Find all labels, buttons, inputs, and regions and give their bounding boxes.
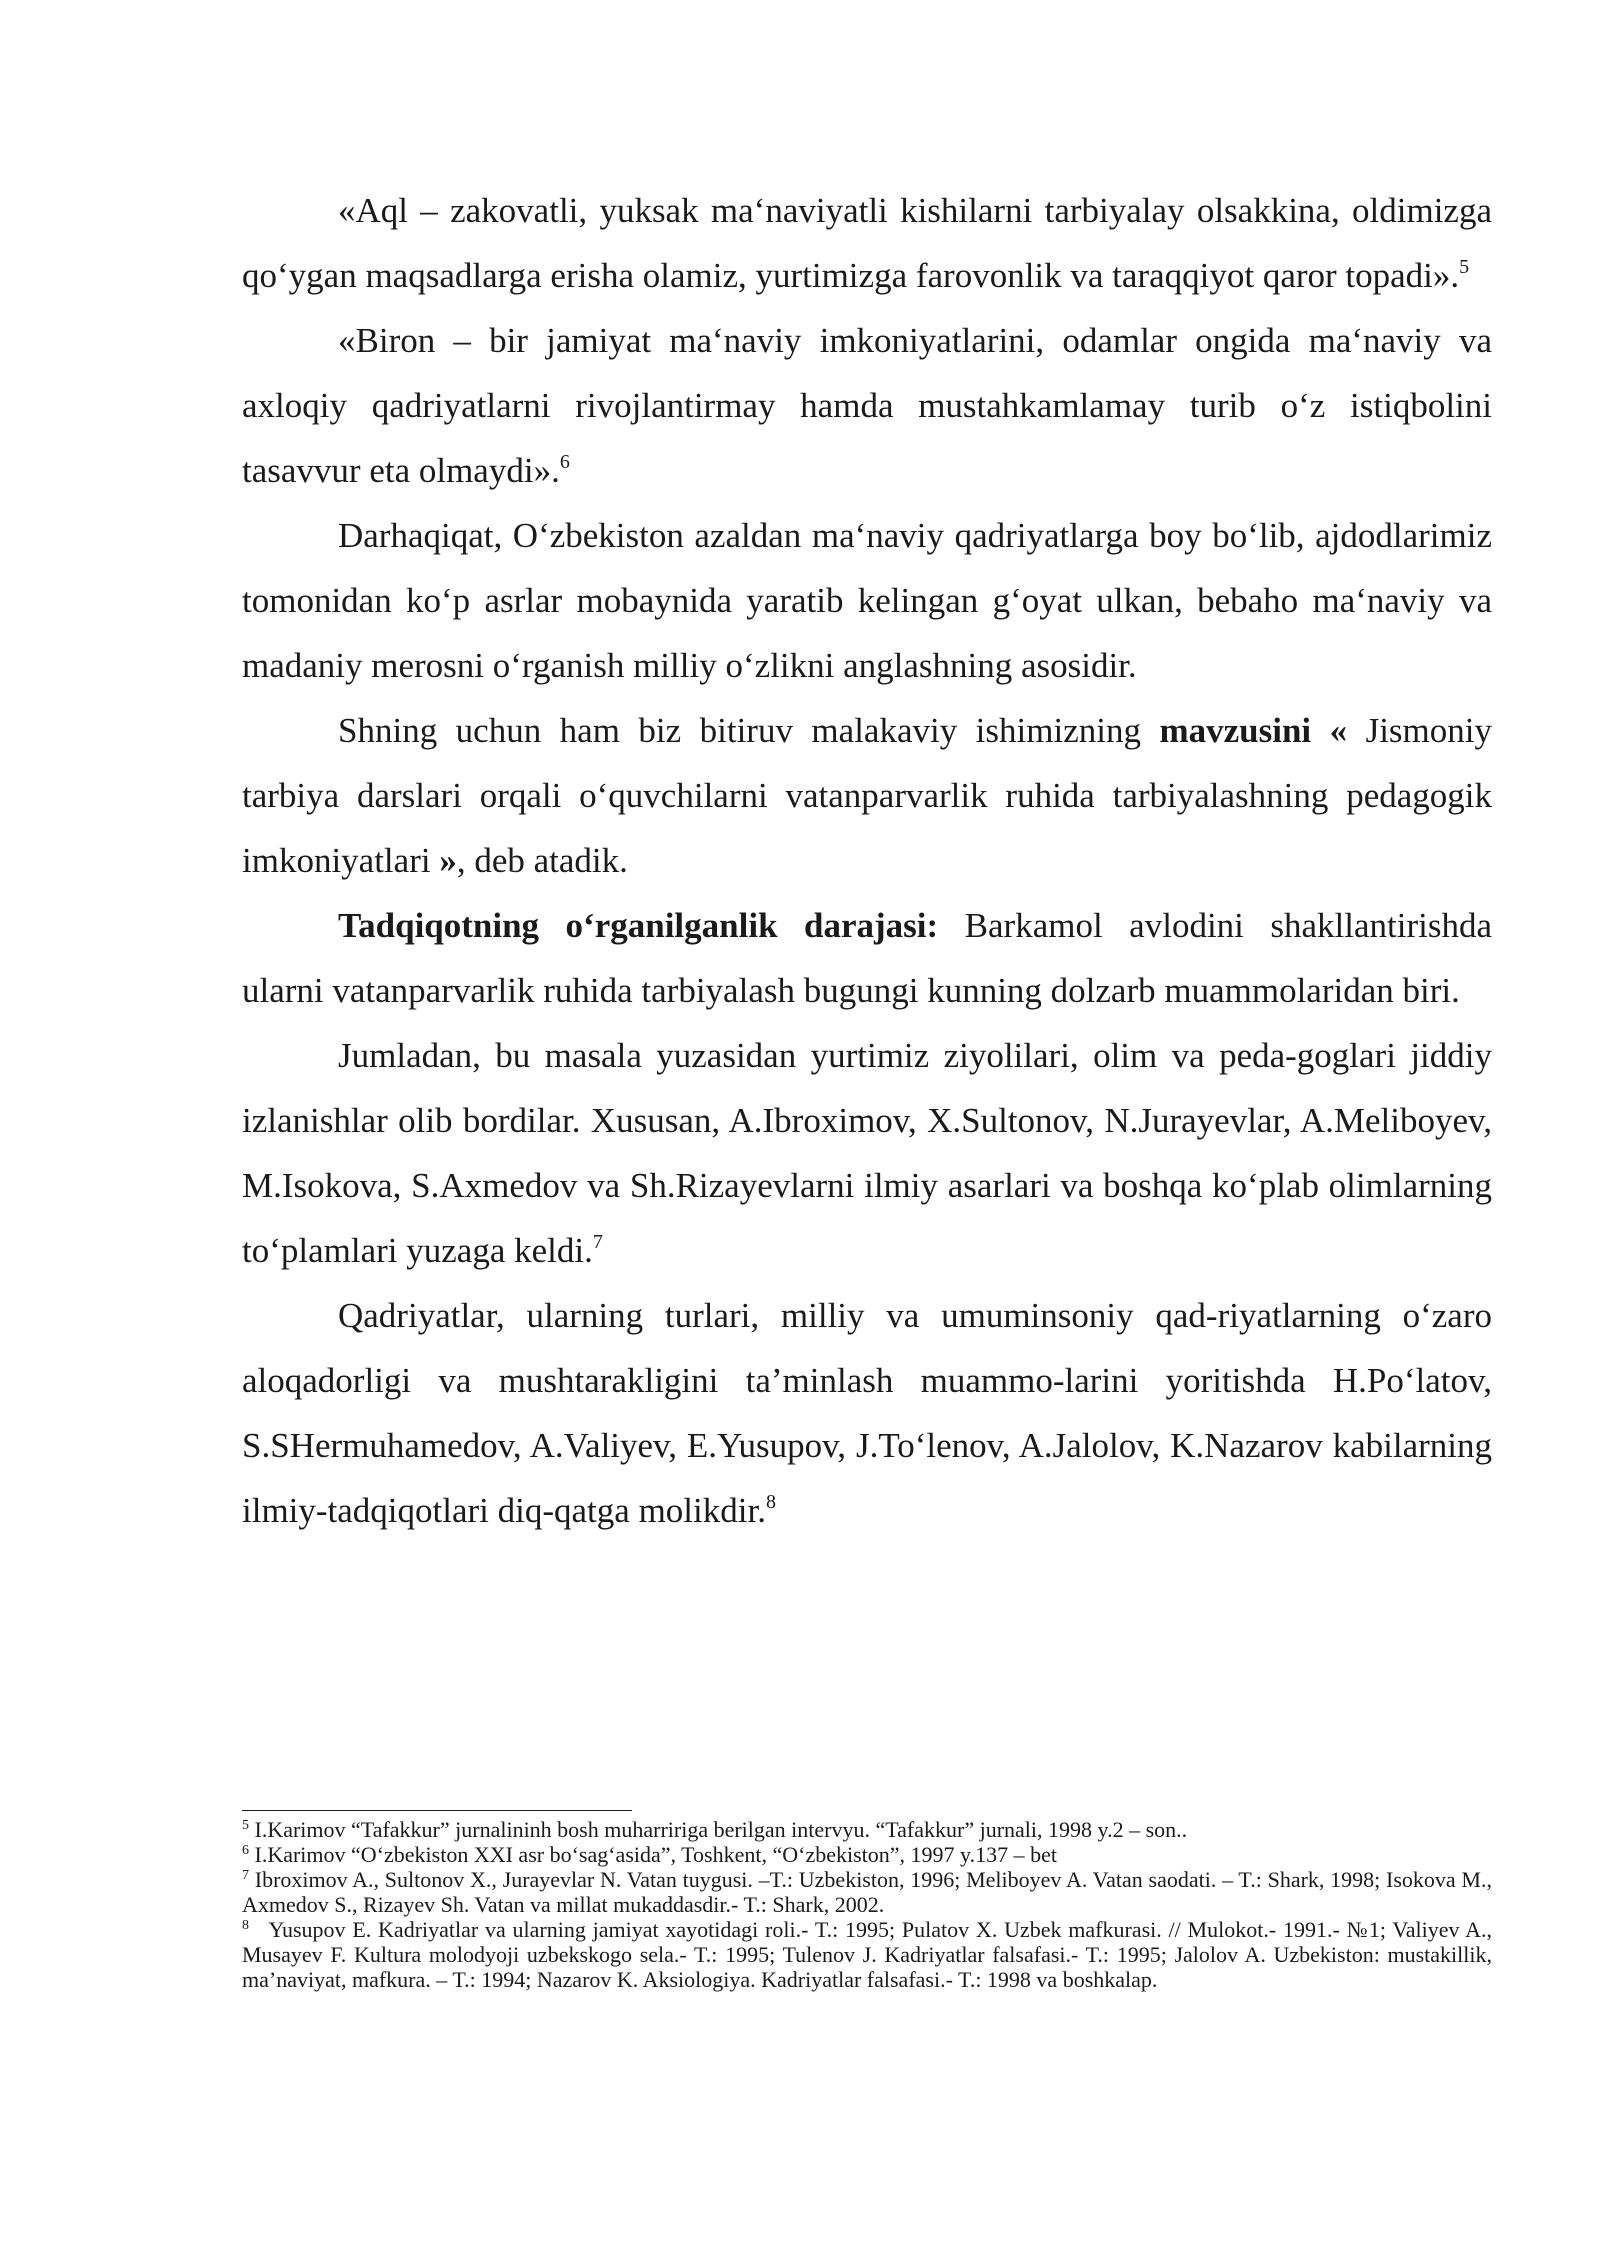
footnote-8 xyxy=(242,1917,1498,1992)
footnote-7 xyxy=(242,1867,1492,1917)
footnote-6 xyxy=(242,1842,1492,1867)
footnote-text: Ibroximov A., Sultonov X., Jurayevlar N. Vatan tuygusi. –T.: Uzbekiston, 1996; Meliboyev A. Vatan saodati. – T.: Shark, 1998; Isokova M., Axmedov S., Rizayev Sh. Vatan va millat mukaddasdir.- T.: Shark, 2002. xyxy=(242,1867,1492,1917)
footnote-ref-5: 5 xyxy=(1459,256,1470,278)
bold-text: mavzusini « xyxy=(1159,711,1348,750)
paragraph-text: «Aql – zakovatli, yuksak ma‘naviyatli kishilarni tarbiyalay olsakkina, oldimizga qo‘ygan maqsadlarga erisha olamiz, yurtimizga farovonlik va taraqqiyot qaror topadi». xyxy=(242,191,1492,295)
paragraph-topic xyxy=(242,698,1492,893)
paragraph-research-degree xyxy=(242,893,1492,1023)
footnote-ref-6: 6 xyxy=(559,451,570,473)
main-text xyxy=(242,178,1492,1543)
paragraph-text: Qadriyatlar, ularning turlari, milliy va umuminsoniy qad-riyatlarning o‘zaro aloqadorligi va mushtarakligini ta’minlash muammo-larini yoritishda H.Po‘latov, S.SHermuhamedov, A.Valiyev, E.Yusupov, J.To‘lenov, A.Jalolov, K.Nazarov kabilarning ilmiy-tadqiqotlari diq-qatga molikdir. xyxy=(242,1296,1492,1530)
bold-text: » xyxy=(439,841,457,880)
paragraph-text: Darhaqiqat, O‘zbekiston azaldan ma‘naviy qadriyatlarga boy bo‘lib, ajdodlarimiz tomonidan ko‘p asrlar mobaynida yaratib kelingan g‘oyat ulkan, bebaho ma‘naviy va madaniy merosni o‘rganish milliy o‘zlikni anglashning asosidir. xyxy=(242,516,1492,685)
paragraph-text: Shning uchun ham biz bitiruv malakaviy ishimizning xyxy=(338,711,1160,750)
footnotes xyxy=(242,1817,1498,1992)
paragraph-2 xyxy=(242,308,1492,503)
paragraph-7 xyxy=(242,1283,1492,1543)
section-heading: Tadqiqotning o‘rganilganlik darajasi: xyxy=(338,906,939,945)
footnote-ref-7: 7 xyxy=(592,1231,603,1253)
paragraph-text: «Biron – bir jamiyat ma‘naviy imkoniyatlarini, odamlar ongida ma‘naviy va axloqiy qadriyatlarni rivojlantirmay hamda mustahkamlamay turib o‘z istiqbolini tasavvur eta olmaydi». xyxy=(242,321,1492,490)
paragraph-text: Barkamol avlodini shakllantirishda ularni vatanparvarlik ruhida tarbiyalash bugungi kunning dolzarb muammolaridan biri. xyxy=(242,906,1492,1010)
footnote-number: 5 xyxy=(242,1818,249,1833)
footnote-number: 7 xyxy=(242,1868,249,1883)
footnote-text: Yusupov E. Kadriyatlar va ularning jamiyat xayotidagi roli.- T.: 1995; Pulatov X. Uzbek mafkurasi. // Mulokot.- 1991.- №1; Valiyev A., Musayev F. Kultura molodyoji uzbekskogo sela.- T.: 1995; Tulenov J. Kadriyatlar falsafasi.- T.: 1995; Jalolov A. Uzbekiston: mustakillik, ma’naviyat, mafkura. – T.: 1994; Nazarov K. Aksiologiya. Kadriyatlar falsafasi.- T.: 1998 va boshkalap. xyxy=(242,1917,1498,1992)
paragraph-text: , deb atadik. xyxy=(456,841,628,880)
paragraph-6 xyxy=(242,1023,1492,1283)
footnote-5 xyxy=(242,1817,1492,1842)
footnote-number: 6 xyxy=(242,1843,249,1858)
footnote-separator xyxy=(242,1810,632,1811)
footnote-text: I.Karimov “Tafakkur” jurnalininh bosh muharririga berilgan intervyu. “Tafakkur” jurnali, 1998 y.2 – son.. xyxy=(249,1817,1188,1842)
footnote-number: 8 xyxy=(242,1918,249,1933)
paragraph-text: Jumladan, bu masala yuzasidan yurtimiz ziyolilari, olim va peda-goglari jiddiy izlanishlar olib bordilar. Xususan, A.Ibroximov, X.Sultonov, N.Jurayevlar, A.Meliboyev, M.Isokova, S.Axmedov va Sh.Rizayevlarni ilmiy asarlari va boshqa ko‘plab olimlarning to‘plamlari yuzaga keldi. xyxy=(242,1036,1492,1270)
paragraph-1 xyxy=(242,178,1492,308)
footnote-text: I.Karimov “O‘zbekiston XXI asr bo‘sag‘asida”, Toshkent, “O‘zbekiston”, 1997 y.137 – bet xyxy=(249,1842,1057,1867)
paragraph-3 xyxy=(242,503,1492,698)
footnote-ref-8: 8 xyxy=(765,1491,776,1513)
thesis-title: Jismoniy tarbiya darslari orqali o‘quvchilarni vatanparvarlik ruhida tarbiyalashning pedagogik imkoniyatlari xyxy=(242,711,1492,880)
